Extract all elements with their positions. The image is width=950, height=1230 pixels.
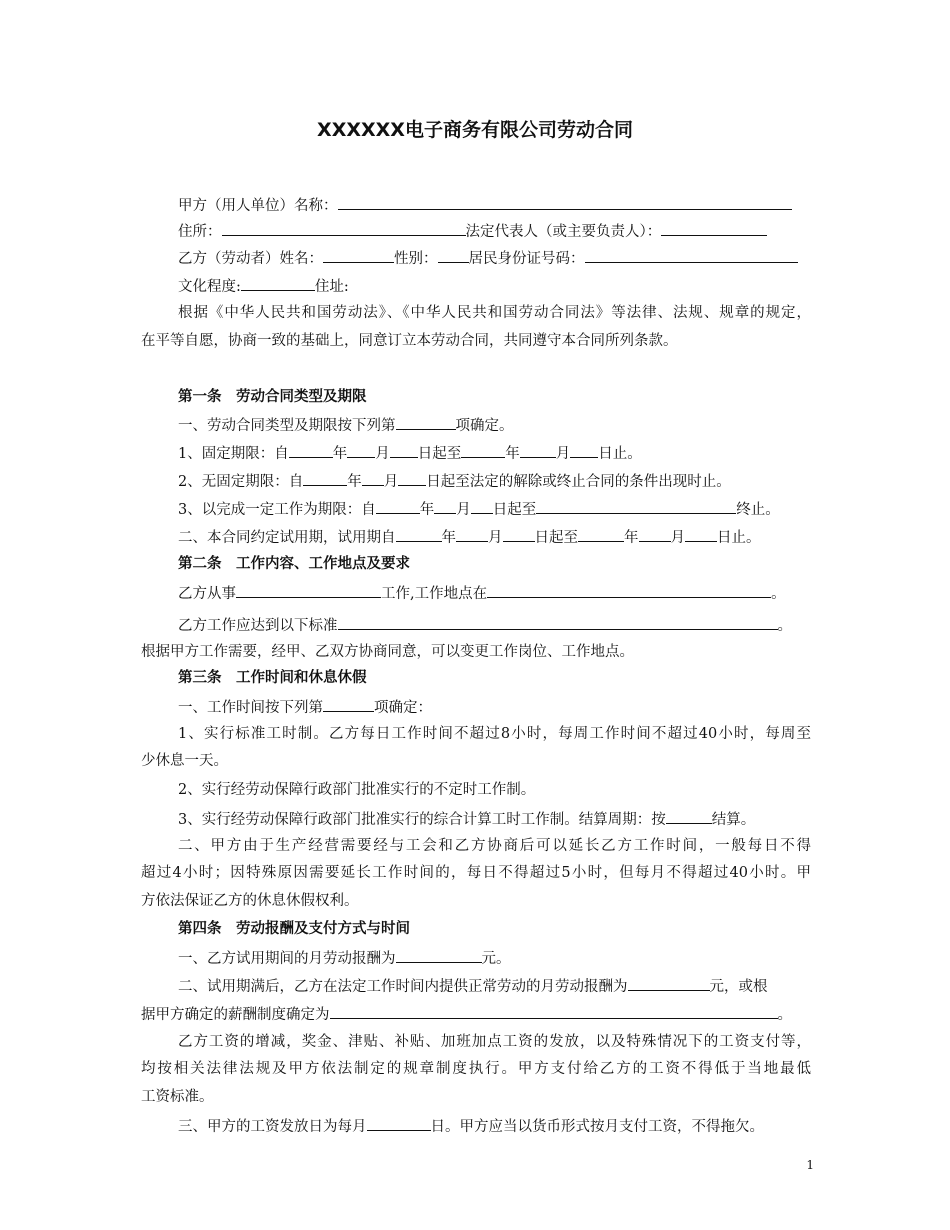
regular-pay-field[interactable] <box>628 975 710 991</box>
salary-system-end: 。 <box>777 1007 792 1023</box>
task-day[interactable] <box>471 498 493 514</box>
settlement-period-field[interactable] <box>666 808 712 824</box>
comprehensive-hours-line <box>141 808 811 828</box>
address-line <box>141 220 811 240</box>
year-label: 年 <box>347 474 362 490</box>
party-b-name-field[interactable] <box>323 247 394 263</box>
settlement-suffix: 结算。 <box>711 812 756 828</box>
year-label: 年 <box>624 530 639 546</box>
intro-line-1: 根据《中华人民共和国劳动法》、《中华人民共和国劳动合同法》等法律、法规、规章的规定， <box>178 305 811 321</box>
day-end-label: 日止。 <box>598 446 642 462</box>
article-1-p1-text: 一、劳动合同类型及期限按下列第 <box>178 418 396 434</box>
probation-line <box>141 526 811 546</box>
article-2-heading: 第二条 工作内容、工作地点及要求 <box>178 556 410 572</box>
month-label: 月 <box>488 530 503 546</box>
comprehensive-hours-text: 3、实行经劳动保障行政部门批准实行的综合计算工时工作制。结算周期：按 <box>178 812 666 828</box>
task-month[interactable] <box>434 498 456 514</box>
education-label: 文化程度: <box>178 279 241 295</box>
standard-label: 乙方工作应达到以下标准 <box>178 618 338 634</box>
fixed-term-line <box>141 442 811 462</box>
flexible-hours-line: 2、实行经劳动保障行政部门批准实行的不定时工作制。 <box>178 782 536 798</box>
article-3-p1-text: 一、工作时间按下列第 <box>178 700 323 716</box>
fixed-end-day[interactable] <box>570 442 598 458</box>
probation-start-day[interactable] <box>503 526 535 542</box>
month-label: 月 <box>670 530 685 546</box>
from-to-label: 日起至 <box>417 446 462 462</box>
probation-end-month[interactable] <box>639 526 671 542</box>
task-end-field[interactable] <box>536 498 736 514</box>
overtime-line-3: 方依法保证乙方的休息休假权利。 <box>141 893 359 909</box>
article-1-p1 <box>141 414 811 434</box>
party-a-name-line <box>141 194 811 214</box>
job-line <box>141 582 811 602</box>
task-end-label: 终止。 <box>736 502 780 518</box>
legal-rep-label: 法定代表人（或主要负责人）： <box>465 224 662 240</box>
non-fixed-suffix: 日起至法定的解除或终止合同的条件出现时止。 <box>426 474 731 490</box>
year-label: 年 <box>419 502 435 518</box>
probation-end-day[interactable] <box>685 526 717 542</box>
article-3-p1-suffix: 项确定： <box>374 700 432 716</box>
regular-pay-line-1 <box>141 975 811 995</box>
probation-end-year[interactable] <box>578 526 624 542</box>
standard-line <box>141 614 811 634</box>
payday-line <box>141 1115 811 1135</box>
fixed-end-month[interactable] <box>520 442 556 458</box>
probation-end-label: 日止。 <box>717 530 761 546</box>
year-label: 年 <box>332 446 348 462</box>
nonfixed-day[interactable] <box>398 470 426 486</box>
id-label: 居民身份证号码： <box>468 251 585 267</box>
probation-pay-field[interactable] <box>396 947 482 963</box>
nonfixed-month[interactable] <box>362 470 384 486</box>
payday-suffix: 日。甲方应当以货币形式按月支付工资，不得拖欠。 <box>430 1119 764 1135</box>
standard-hours-line-2: 少休息一天。 <box>141 753 228 769</box>
probation-start-year[interactable] <box>396 526 442 542</box>
party-b-line <box>141 247 811 267</box>
id-field[interactable] <box>585 247 798 263</box>
change-line: 根据甲方工作需要，经甲、乙双方协商同意，可以变更工作岗位、工作地点。 <box>141 644 634 660</box>
fixed-end-year[interactable] <box>461 442 505 458</box>
article-4-heading: 第四条 劳动报酬及支付方式与时间 <box>178 921 410 937</box>
payday-label: 三、甲方的工资发放日为每月 <box>178 1119 367 1135</box>
standard-hours-line-1: 1、实行标准工时制。乙方每日工作时间不超过8小时，每周工作时间不超过40小时，每周至 <box>178 726 811 742</box>
payday-field[interactable] <box>367 1115 431 1131</box>
wage-change-line-2: 均按相关法律法规及甲方依法制定的规章制度执行。甲方支付给乙方的工资不得低于当地最低 <box>141 1061 811 1077</box>
task-year[interactable] <box>376 498 420 514</box>
job-field[interactable] <box>236 582 381 598</box>
gender-field[interactable] <box>438 247 469 263</box>
fixed-start-day[interactable] <box>390 442 418 458</box>
party-a-name-label: 甲方（用人单位）名称： <box>178 198 338 214</box>
probation-label: 二、本合同约定试用期，试用期自 <box>178 530 396 546</box>
party-b-name-label: 乙方（劳动者）姓名： <box>178 251 323 267</box>
fixed-term-label: 1、固定期限：自 <box>178 446 289 462</box>
article-3-heading: 第三条 工作时间和休息休假 <box>178 670 367 686</box>
document-title: XXXXXX电子商务有限公司劳动合同 <box>317 119 633 141</box>
standard-line-end: 。 <box>777 618 792 634</box>
month-label: 月 <box>383 474 399 490</box>
month-label: 月 <box>555 446 571 462</box>
intro-line-2: 在平等自愿，协商一致的基础上，同意订立本劳动合同，共同遵守本合同所列条款。 <box>141 333 678 349</box>
regular-pay-line-2 <box>141 1003 811 1023</box>
article-1-p1-suffix: 项确定。 <box>455 418 514 434</box>
salary-system-field[interactable] <box>330 1003 778 1019</box>
nonfixed-year[interactable] <box>303 470 347 486</box>
fixed-start-month[interactable] <box>347 442 375 458</box>
wage-change-line-3: 工资标准。 <box>141 1089 214 1105</box>
article-1-heading: 第一条 劳动合同类型及期限 <box>178 389 367 405</box>
task-term-label: 3、以完成一定工作为期限：自 <box>178 502 376 518</box>
work-hours-option-field[interactable] <box>323 696 374 712</box>
gender-label: 性别： <box>394 251 438 267</box>
regular-pay-text: 二、试用期满后，乙方在法定工作时间内提供正常劳动的月劳动报酬为 <box>178 979 628 995</box>
task-term-line <box>141 498 811 518</box>
probation-pay-line <box>141 947 811 967</box>
page-number: 1 <box>806 1158 814 1172</box>
task-from-to: 日起至 <box>492 502 537 518</box>
month-label: 月 <box>375 446 390 462</box>
probation-from-to: 日起至 <box>534 530 578 546</box>
job-line-end: 。 <box>771 586 786 602</box>
work-location-label: 工作,工作地点在 <box>381 586 488 602</box>
non-fixed-term-line <box>141 470 811 490</box>
year-label: 年 <box>441 530 456 546</box>
standard-field[interactable] <box>338 614 778 630</box>
fixed-start-year[interactable] <box>289 442 333 458</box>
work-location-field[interactable] <box>487 582 771 598</box>
education-field[interactable] <box>241 275 315 291</box>
month-label: 月 <box>456 502 471 518</box>
address-label: 住所： <box>178 224 222 240</box>
party-a-name-field[interactable] <box>338 194 792 210</box>
wage-change-line-1: 乙方工资的增减，奖金、津贴、补贴、加班加点工资的发放，以及特殊情况下的工资支付等， <box>178 1034 811 1050</box>
address-field[interactable] <box>222 220 466 236</box>
party-b-address-label: 住址: <box>314 279 349 295</box>
overtime-line-1: 二、甲方由于生产经营需要经与工会和乙方协商后可以延长乙方工作时间，一般每日不得 <box>178 838 811 854</box>
overtime-line-2: 超过4小时；因特殊原因需要延长工作时间的，每日不得超过5小时，但每月不得超过40小时。甲 <box>141 865 811 881</box>
salary-system-text: 据甲方确定的薪酬制度确定为 <box>141 1007 330 1023</box>
contract-type-field[interactable] <box>396 414 456 430</box>
job-label: 乙方从事 <box>178 586 236 602</box>
education-line <box>141 275 811 295</box>
yuan-label: 元。 <box>481 951 511 967</box>
legal-rep-field[interactable] <box>661 220 767 236</box>
article-3-p1 <box>141 696 811 716</box>
probation-start-month[interactable] <box>456 526 488 542</box>
probation-pay-label: 一、乙方试用期间的月劳动报酬为 <box>178 951 396 967</box>
regular-pay-suffix: 元，或根 <box>709 979 768 995</box>
year-label: 年 <box>505 446 520 462</box>
non-fixed-label: 2、无固定期限：自 <box>178 474 304 490</box>
